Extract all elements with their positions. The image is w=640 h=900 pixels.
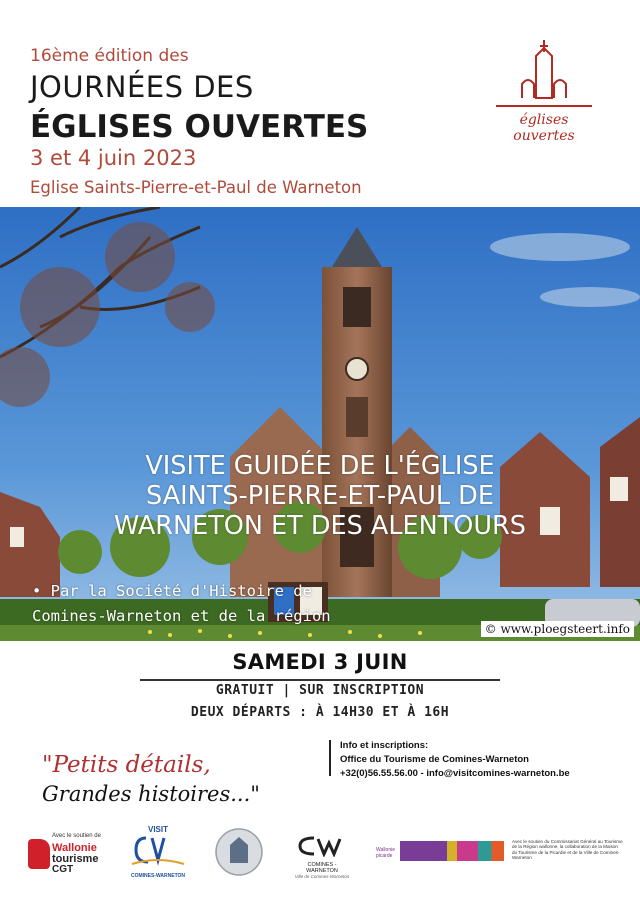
event-title-overlay (60, 451, 580, 541)
wallonie-name: Wallonie (52, 842, 97, 854)
quote-line1: "Petits détails, (42, 752, 211, 778)
event-price: GRATUIT | SUR INSCRIPTION (215, 683, 425, 698)
cw-sub: Ville de Comines-Warneton (294, 874, 350, 879)
contact-phone-email[interactable]: +32(0)56.55.56.00 - info@visitcomines-warneton.be (340, 768, 570, 779)
wapi-color-bar (400, 841, 504, 861)
event-title-line: WARNETON ET DES ALENTOURS (114, 511, 526, 541)
eglises-ouvertes-logo-text: églises ouvertes (513, 112, 575, 144)
societe-histoire-logo (214, 827, 264, 877)
event-times: DEUX DÉPARTS : À 14H30 ET À 16H (190, 705, 450, 720)
divider (140, 679, 500, 681)
contact-block (340, 739, 570, 781)
header-dates: 3 et 4 juin 2023 (30, 146, 197, 170)
organizer-line: Comines-Warneton et de la région (32, 607, 331, 625)
photo-credit: © www.ploegsteert.info (481, 621, 634, 637)
header-edition: 16ème édition des (30, 46, 189, 66)
organizer-text (32, 579, 331, 629)
quote-line2: Grandes histoires..." (42, 782, 260, 806)
wallonie-picarde-logo (376, 837, 504, 863)
header-title-line1: JOURNÉES DES (30, 70, 254, 104)
header-title-line2: ÉGLISES OUVERTES (30, 109, 369, 145)
eglises-ouvertes-logo (492, 36, 596, 144)
rooster-icon (28, 839, 50, 869)
contact-office: Office du Tourisme de Comines-Warneton (340, 754, 529, 765)
seal-icon (214, 827, 264, 877)
organizer-line: • Par la Société d'Histoire de (32, 582, 312, 600)
sponsor-logos (0, 825, 640, 885)
cw-name: COMINES - WARNETON (306, 862, 338, 874)
contact-heading: Info et inscriptions: (340, 740, 429, 751)
comines-warneton-logo (292, 835, 352, 879)
wallonie-tourisme-logo (28, 833, 108, 877)
wallonie-tourisme-text: tourisme (52, 853, 99, 865)
wallonie-cgt-text: CGT (52, 864, 74, 875)
wallonie-support-text: Avec le soutien de (52, 833, 101, 839)
visit-label: VISIT (147, 825, 168, 834)
church-photo (0, 207, 640, 641)
event-day: SAMEDI 3 JUIN (232, 650, 408, 674)
contact-divider (329, 740, 331, 776)
support-text: Avec le soutien du Commissariat Général au Tourisme de la Région wallonne, la collaboration de la Maison du Tourisme de la Picardie et de la Ville de Comines-Warneton (512, 839, 623, 861)
church-outline-icon (492, 36, 596, 112)
cw-monogram-icon (292, 835, 352, 857)
header-venue: Eglise Saints-Pierre-et-Paul de Warneton (30, 178, 362, 197)
wapi-text: Wallonie picarde (376, 847, 395, 859)
event-title-line: VISITE GUIDÉE DE L'ÉGLISE (145, 451, 495, 481)
visit-comines-logo (126, 825, 190, 881)
event-title-line: SAINTS-PIERRE-ET-PAUL DE (146, 481, 494, 511)
cw-wave-icon (126, 834, 190, 868)
visit-sub: COMINES-WARNETON (130, 873, 186, 879)
